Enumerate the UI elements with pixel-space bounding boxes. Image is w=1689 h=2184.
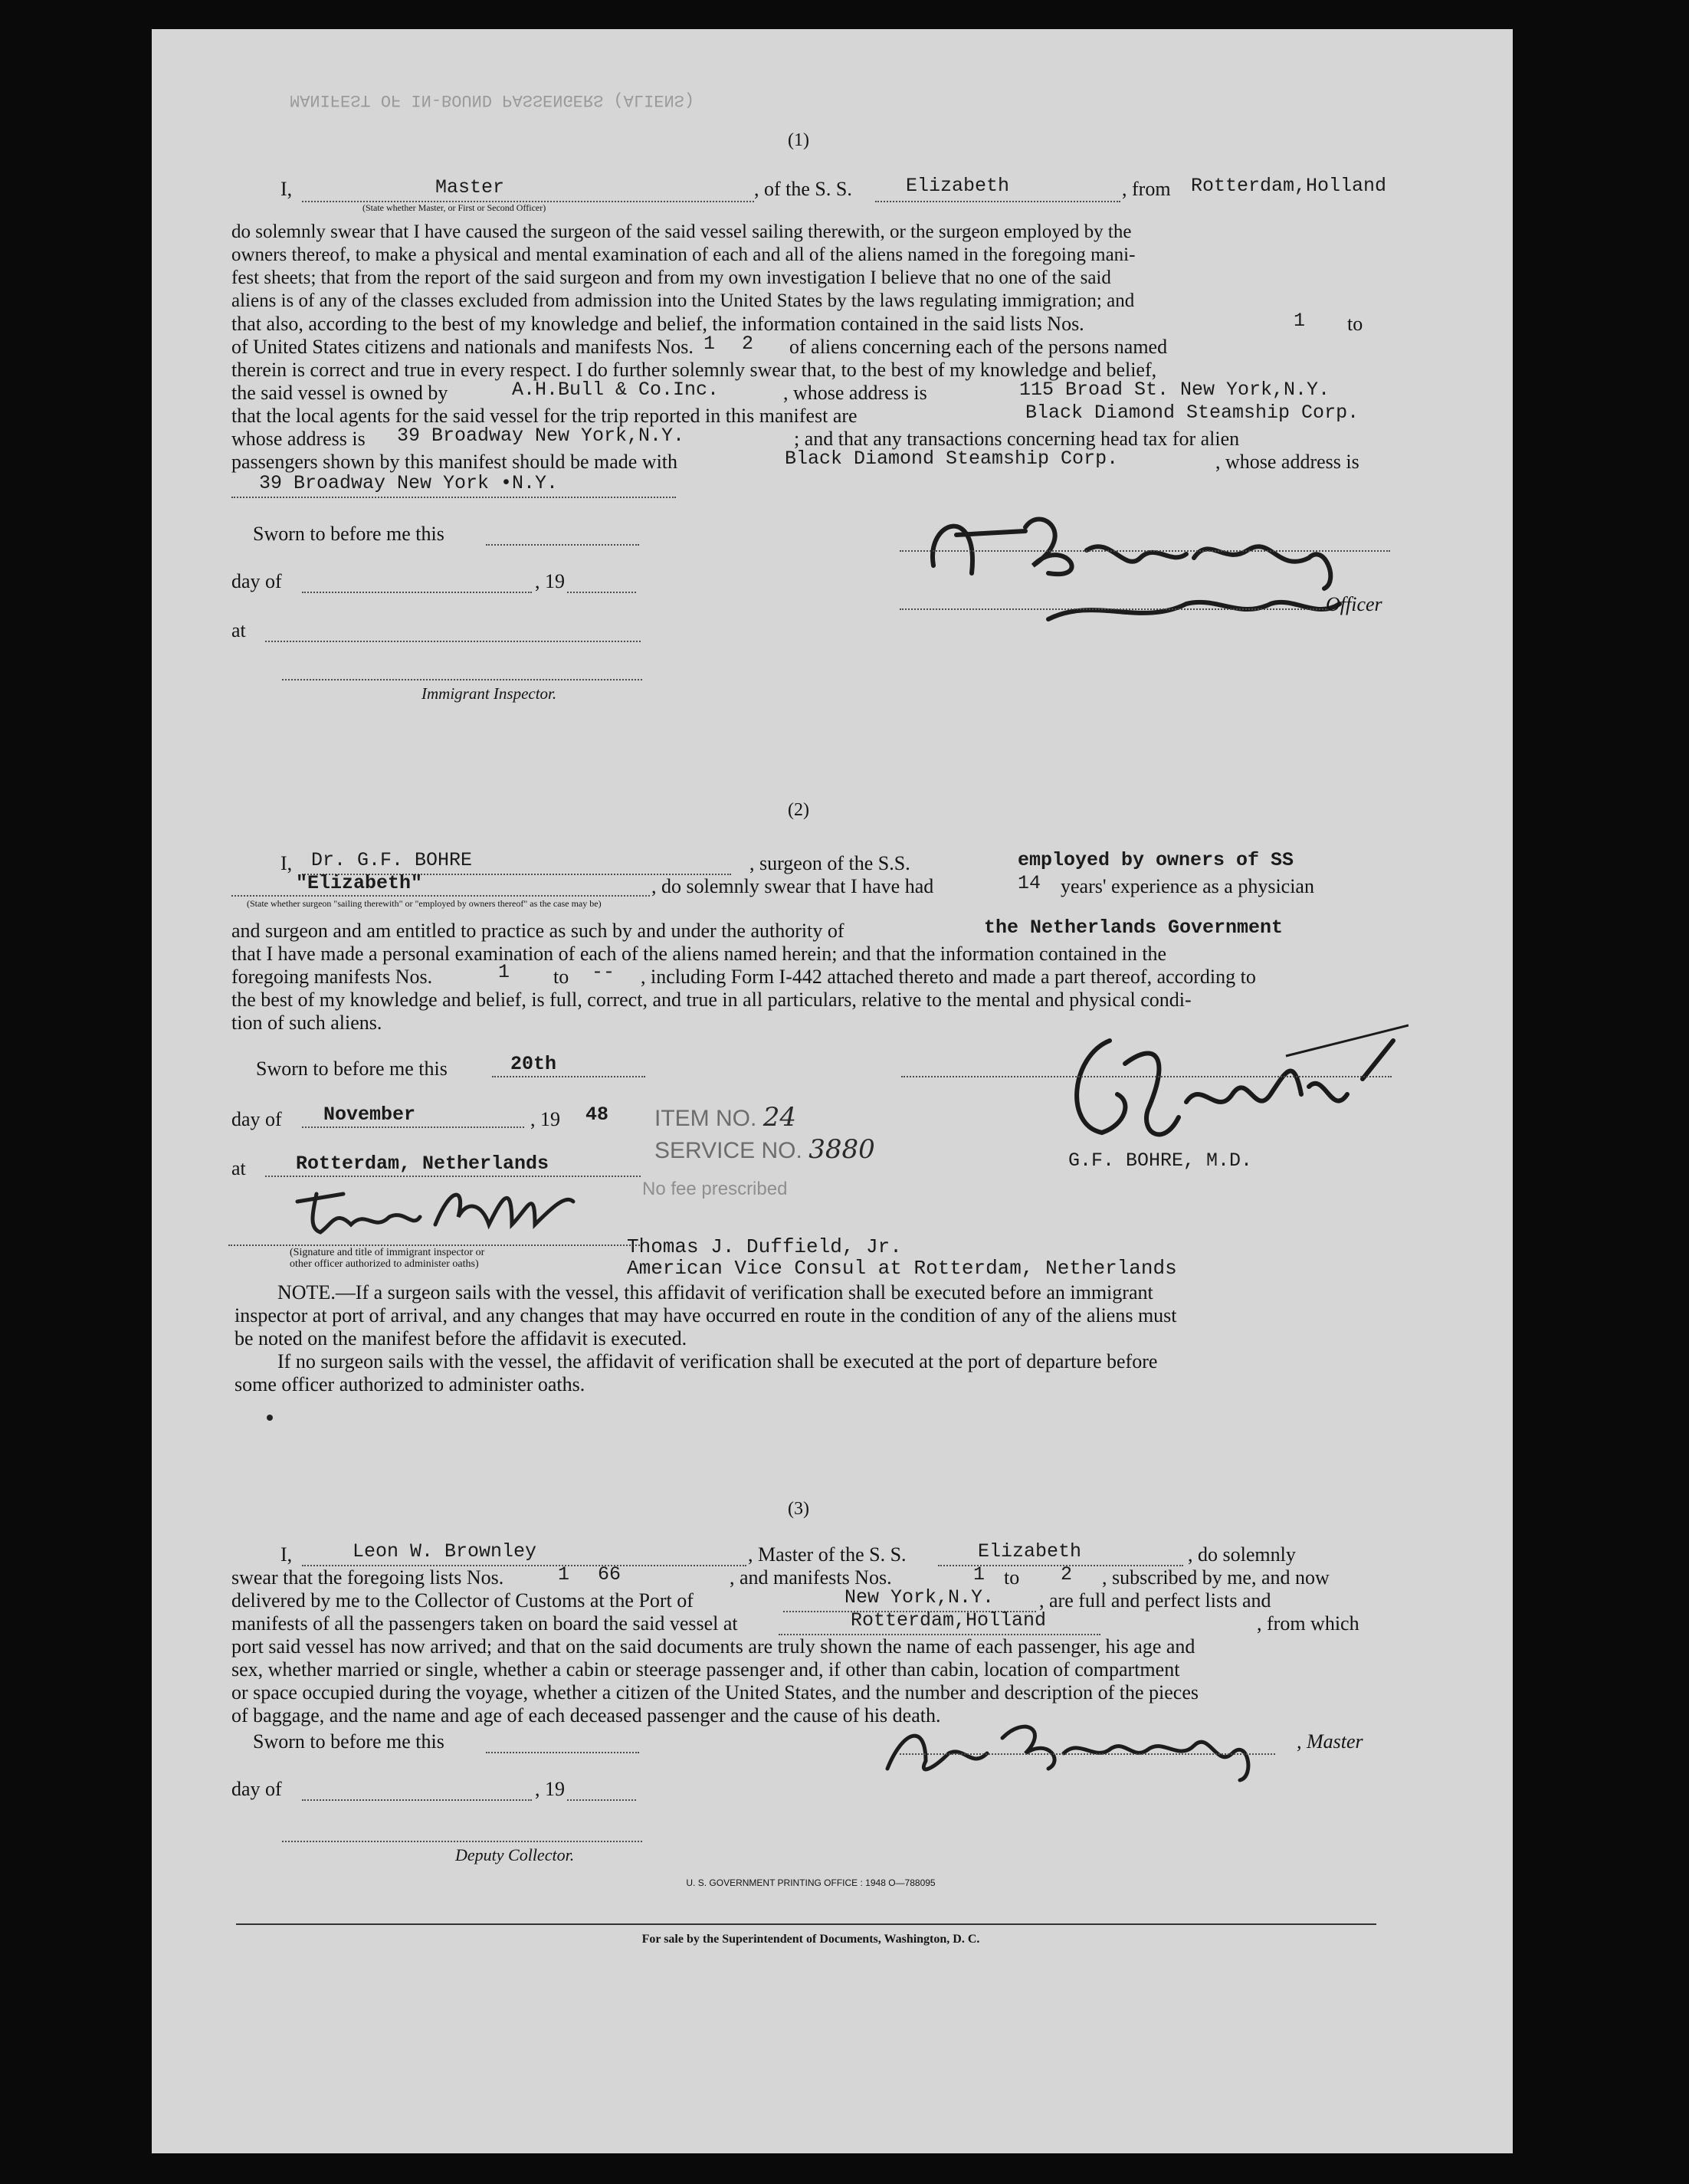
- oath-i-3: I,: [280, 1543, 293, 1566]
- years-value: 14: [1018, 872, 1041, 894]
- fee-stamp: No fee prescribed: [642, 1179, 788, 1199]
- to-word-3: to: [1004, 1566, 1020, 1589]
- officer-label: Officer: [1326, 593, 1382, 615]
- para-line: that also, according to the best of my knowledge and belief, the information contained in the said lists Nos.: [231, 313, 1084, 335]
- lists-label: swear that the foregoing lists Nos.: [231, 1566, 504, 1589]
- lists-from-value: 1: [558, 1563, 570, 1586]
- master-signature-line-3: [900, 1753, 1275, 1755]
- day-of-label-3: day of: [231, 1778, 282, 1800]
- year-line-3: [567, 1799, 636, 1801]
- swear-label: , do solemnly swear that I have had: [651, 875, 934, 897]
- from-port-value: Rotterdam,Holland: [1191, 175, 1387, 197]
- item-stamp: [654, 1102, 796, 1133]
- sworn-line-3: [486, 1752, 639, 1753]
- master-role-value: Master: [435, 176, 505, 198]
- sworn-label-2: Sworn to before me this: [256, 1058, 448, 1080]
- taken-at-value: Rotterdam,Holland: [851, 1609, 1047, 1631]
- surgeon-name-value: Dr. G.F. BOHRE: [311, 849, 473, 871]
- delivered-label: delivered by me to the Collector of Customs at the Port of: [231, 1589, 694, 1612]
- port-value: New York,N.Y.: [844, 1586, 995, 1608]
- authority-label: and surgeon and am entitled to practice as such by and under the authority of: [231, 920, 844, 942]
- such-aliens-line: tion of such aliens.: [231, 1012, 382, 1034]
- at-label: at: [231, 619, 246, 641]
- of-ss-label: , of the S. S.: [754, 178, 852, 200]
- owner-address-value: 115 Broad St. New York,N.Y.: [1019, 379, 1330, 401]
- service-label: SERVICE NO.: [654, 1138, 802, 1163]
- year-label-2: , 19: [530, 1108, 560, 1130]
- note-line: NOTE.—If a surgeon sails with the vessel, this affidavit of verification shall be executed before an immigrant: [277, 1281, 1153, 1304]
- surgeon-label: , surgeon of the S.S.: [749, 852, 910, 874]
- oath-i: I,: [280, 178, 293, 200]
- passengers-label: passengers shown by this manifest should be made with: [231, 451, 678, 473]
- consul-signature-line: [228, 1244, 642, 1246]
- owner-value: A.H.Bull & Co.Inc.: [512, 379, 720, 401]
- item-no-value: 24: [763, 1102, 796, 1133]
- agents-value: Black Diamond Steamship Corp.: [1025, 402, 1359, 424]
- sworn-label-3: Sworn to before me this: [253, 1730, 444, 1753]
- month-line: [302, 1126, 524, 1128]
- manifests-to: 2: [742, 333, 754, 355]
- para-line: fest sheets; that from the report of the said surgeon and from my own investigation I believe that no one of the said: [231, 267, 1111, 288]
- sig-caption-1: (Signature and title of immigrant inspector or: [290, 1247, 485, 1258]
- section-3-line: or space occupied during the voyage, whether a citizen of the United States, and the number and description of the pieces: [231, 1681, 1199, 1704]
- form-label: , including Form I-442 attached thereto and made a part thereof, according to: [641, 966, 1256, 988]
- year-label-3: , 19: [535, 1778, 565, 1800]
- headtax-address-line: [231, 497, 676, 498]
- years-label: years' experience as a physician: [1061, 875, 1314, 897]
- manifests-all-label: manifests of all the passengers taken on board the said vessel at: [231, 1612, 738, 1635]
- section-1-heading: (1): [788, 130, 809, 150]
- from-which-label: , from which: [1257, 1612, 1359, 1635]
- section-3-heading: (3): [788, 1499, 809, 1519]
- manifests-to-3: 2: [1061, 1563, 1073, 1586]
- best-knowledge-line: the best of my knowledge and belief, is full, correct, and true in all particulars, relative to the mental and physical condi-: [231, 989, 1192, 1011]
- surgeon-typed-name: G.F. BOHRE, M.D.: [1068, 1149, 1253, 1172]
- vessel-quoted-line: [231, 895, 650, 897]
- note-line: some officer authorized to administer oaths.: [234, 1373, 585, 1395]
- year-line: [567, 592, 636, 593]
- day-line: [302, 592, 532, 593]
- consul-signature: [282, 1171, 604, 1248]
- examination-line: that I have made a personal examination of each of the aliens named herein; and that the information contained in the: [231, 943, 1167, 965]
- section-2-heading: (2): [788, 800, 809, 820]
- agents-address-label: whose address is: [231, 428, 366, 450]
- to-word: to: [1347, 313, 1363, 335]
- document-page: [152, 29, 1513, 2153]
- agents-address-value: 39 Broadway New York,N.Y.: [397, 425, 685, 447]
- surgeon-caption: (State whether surgeon "sailing therewith" or "employed by owners thereof" as the case may be): [247, 898, 602, 909]
- manifests-label-3: , and manifests Nos.: [730, 1566, 892, 1589]
- perfect-label: , are full and perfect lists and: [1039, 1589, 1271, 1612]
- service-no-value: 3880: [808, 1134, 875, 1165]
- at-line: [265, 641, 641, 642]
- section-3-line: of baggage, and the name and age of each deceased passenger and the cause of his death.: [231, 1704, 941, 1727]
- agents-label: that the local agents for the said vessel for the trip reported in this manifest are: [231, 405, 858, 427]
- role-caption: (State whether Master, or First or Second Officer): [362, 202, 546, 213]
- sworn-line: [486, 544, 639, 546]
- employed-value: employed by owners of SS: [1018, 849, 1294, 871]
- whose-address-label: , whose address is: [1215, 451, 1359, 473]
- para-line: owners thereof, to make a physical and mental examination of each and all of the aliens named in the foregoing mani-: [231, 244, 1136, 265]
- surgeon-signature: [1056, 1010, 1409, 1163]
- master-signature: [910, 489, 1386, 627]
- sworn-label: Sworn to before me this: [253, 523, 444, 545]
- solemnly-label: , do solemnly: [1188, 1543, 1296, 1566]
- vessel-line: [875, 201, 1120, 202]
- manifest-to-value: --: [592, 961, 615, 983]
- day-of-label: day of: [231, 570, 282, 592]
- consul-name-value: Thomas J. Duffield, Jr.: [627, 1235, 902, 1258]
- collector-caption: Deputy Collector.: [455, 1845, 575, 1864]
- para-line: aliens is of any of the classes excluded from admission into the United States by the laws regulating immigration; and: [231, 290, 1135, 311]
- note-line: If no surgeon sails with the vessel, the affidavit of verification shall be executed at the port of departure before: [277, 1350, 1158, 1372]
- lists-to-value: 66: [598, 1563, 621, 1586]
- consul-title-value: American Vice Consul at Rotterdam, Netherlands: [627, 1257, 1177, 1280]
- citizens-line: of United States citizens and nationals and manifests Nos.: [231, 336, 694, 358]
- master-signature-line: [900, 550, 1390, 552]
- surgeon-signature-line: [901, 1076, 1392, 1077]
- note-line: be noted on the manifest before the affidavit is executed.: [234, 1327, 687, 1349]
- oath-i-2: I,: [280, 852, 293, 874]
- inspector-line: [282, 679, 642, 680]
- section-3-line: port said vessel has now arrived; and that on the said documents are truly shown the name of each passenger, his age and: [231, 1635, 1195, 1658]
- owned-by-label: the said vessel is owned by: [231, 382, 448, 404]
- from-label: , from: [1122, 178, 1171, 200]
- section-3-line: sex, whether married or single, whether a cabin or steerage passenger and, if other than cabin, location of compartment: [231, 1658, 1180, 1681]
- footer-rule: [236, 1923, 1376, 1925]
- manifests-from-3: 1: [973, 1563, 986, 1586]
- sworn-day-value: 20th: [510, 1053, 557, 1075]
- place-value: Rotterdam, Netherlands: [296, 1153, 549, 1175]
- headtax-address-value: 39 Broadway New York •N.Y.: [259, 472, 559, 494]
- owner-address-label: , whose address is: [783, 382, 927, 404]
- year-suffix-value: 48: [585, 1103, 609, 1126]
- manifests-from: 1: [703, 333, 716, 355]
- section-1-paragraph: [231, 221, 1527, 313]
- service-stamp: [654, 1134, 875, 1165]
- master-name-value: Leon W. Brownley: [353, 1540, 537, 1563]
- for-sale-notice: For sale by the Superintendent of Documents, Washington, D. C.: [641, 1933, 980, 1946]
- day-line-3: [302, 1799, 532, 1801]
- note-line: inspector at port of arrival, and any changes that may have occurred en route in the condition of any of the aliens must: [234, 1304, 1177, 1326]
- vessel-value-3: Elizabeth: [978, 1540, 1082, 1563]
- headtax-party-value: Black Diamond Steamship Corp.: [785, 448, 1119, 470]
- stray-mark: [267, 1415, 273, 1421]
- collector-line: [282, 1841, 642, 1842]
- para-line: do solemnly swear that I have caused the surgeon of the said vessel sailing therewith, or the surgeon employed by the: [231, 221, 1132, 242]
- aliens-line: of aliens concerning each of the persons named: [789, 336, 1168, 358]
- sworn-day-line: [492, 1076, 645, 1077]
- officer-signature-line: [900, 608, 1329, 610]
- gpo-imprint: U. S. GOVERNMENT PRINTING OFFICE : 1948 O—788095: [686, 1877, 936, 1888]
- headtax-label: ; and that any transactions concerning head tax for alien: [794, 428, 1240, 450]
- manifest-from-value: 1: [498, 961, 510, 983]
- day-of-label-2: day of: [231, 1108, 282, 1130]
- master-signature-3: [872, 1700, 1301, 1784]
- to-word-2: to: [553, 966, 569, 988]
- subscribed-label: , subscribed by me, and now: [1102, 1566, 1330, 1589]
- foregoing-label: foregoing manifests Nos.: [231, 966, 433, 988]
- item-label: ITEM NO.: [654, 1106, 757, 1131]
- master-sig-label: , Master: [1297, 1730, 1363, 1753]
- lists-nos-value: 1: [1294, 310, 1306, 332]
- inspector-caption: Immigrant Inspector.: [421, 684, 557, 703]
- year-label: , 19: [535, 570, 565, 592]
- bleed-through-text: MANIFEST OF IN-BOUND PASSENGERS (ALIENS): [290, 90, 695, 110]
- vessel-quoted-value: "Elizabeth": [296, 872, 423, 894]
- authority-value: the Netherlands Government: [984, 917, 1284, 939]
- month-value: November: [323, 1103, 416, 1126]
- sig-caption-2: other officer authorized to administer oaths): [290, 1258, 479, 1270]
- at-label-2: at: [231, 1157, 246, 1179]
- master-label: , Master of the S. S.: [748, 1543, 907, 1566]
- therein-line: therein is correct and true in every respect. I do further solemnly swear that, to the best of my knowledge and belief,: [231, 359, 1157, 381]
- vessel-value: Elizabeth: [906, 175, 1010, 197]
